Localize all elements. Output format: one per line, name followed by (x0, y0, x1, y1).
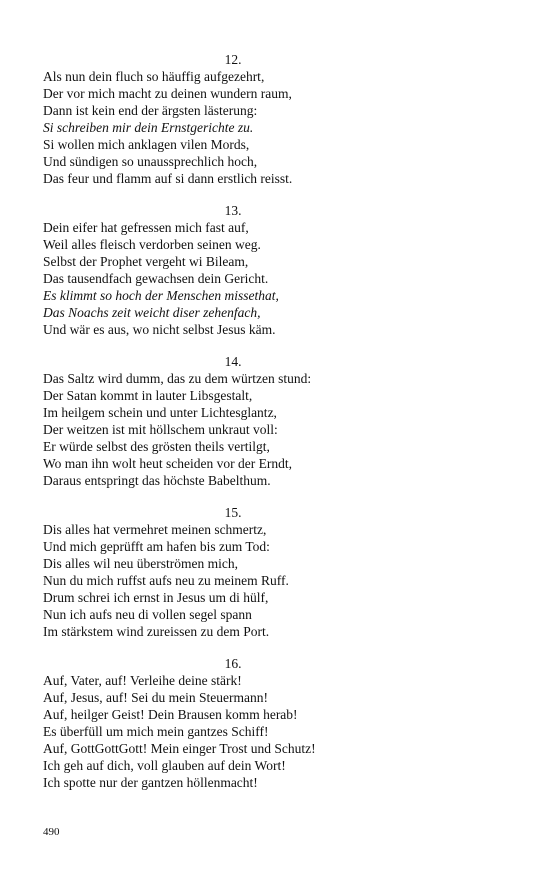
stanza-number: 12. (224, 52, 242, 67)
verse-line: Nun du mich ruffst aufs neu zu meinem Ruff. (43, 573, 289, 588)
stanza-number: 15. (224, 505, 242, 520)
verse-line: Si wollen mich anklagen vilen Mords, (43, 137, 250, 152)
verse-line: Daraus entspringt das höchste Babelthum. (43, 473, 271, 488)
page-number: 490 (43, 826, 60, 838)
verse-line: Und mich geprüfft am hafen bis zum Tod: (43, 539, 270, 554)
stanza-13 (43, 202, 463, 338)
verse-line: Dis alles hat vermehret meinen schmertz, (43, 522, 267, 537)
verse-line-italic: Das Noachs zeit weicht diser zehenfach, (43, 305, 261, 320)
verse-line: Wo man ihn wolt heut scheiden vor der Erndt, (43, 456, 292, 471)
verse-line-italic: Es klimmt so hoch der Menschen missethat, (43, 288, 279, 303)
verse-line: Das tausendfach gewachsen dein Gericht. (43, 271, 269, 286)
verse-line: Dis alles wil neu überströmen mich, (43, 556, 238, 571)
verse-line: Und sündigen so unaussprechlich hoch, (43, 154, 258, 169)
stanza-15 (43, 504, 463, 640)
stanza-number: 16. (224, 656, 242, 671)
verse-line: Im heilgem schein und unter Lichtesglantz, (43, 405, 277, 420)
verse-line: Er würde selbst des grösten theils vertilgt, (43, 439, 270, 454)
stanza-14 (43, 353, 463, 489)
verse-line: Dann ist kein end der ärgsten lästerung: (43, 103, 258, 118)
verse-line: Nun ich aufs neu di vollen segel spann (43, 607, 252, 622)
verse-line: Der weitzen ist mit höllschem unkraut voll: (43, 422, 278, 437)
verse-line: Auf, Jesus, auf! Sei du mein Steuermann! (43, 690, 268, 705)
verse-line: Auf, GottGottGott! Mein einger Trost und Schutz! (43, 741, 316, 756)
stanza-number: 14. (224, 354, 242, 369)
verse-line: Ich geh auf dich, voll glauben auf dein Wort! (43, 758, 286, 773)
stanza-16 (43, 655, 463, 791)
verse-line: Selbst der Prophet vergeht wi Bileam, (43, 254, 249, 269)
verse-line: Der Satan kommt in lauter Libsgestalt, (43, 388, 253, 403)
verse-line: Ich spotte nur der gantzen höllenmacht! (43, 775, 258, 790)
verse-line: Das feur und flamm auf si dann erstlich reisst. (43, 171, 293, 186)
verse-line: Als nun dein fluch so häuffig aufgezehrt, (43, 69, 265, 84)
verse-line: Der vor mich macht zu deinen wundern raum, (43, 86, 292, 101)
verse-line: Das Saltz wird dumm, das zu dem würtzen stund: (43, 371, 312, 386)
stanza-12 (43, 51, 463, 187)
verse-line-italic: Si schreiben mir dein Ernstgerichte zu. (43, 120, 254, 135)
verse-line: Es überfüll um mich mein gantzes Schiff! (43, 724, 269, 739)
verse-line: Im stärkstem wind zureissen zu dem Port. (43, 624, 270, 639)
stanza-number: 13. (224, 203, 242, 218)
verse-line: Und wär es aus, wo nicht selbst Jesus käm. (43, 322, 276, 337)
verse-line: Auf, heilger Geist! Dein Brausen komm herab! (43, 707, 298, 722)
verse-line: Drum schrei ich ernst in Jesus um di hülf, (43, 590, 269, 605)
verse-line: Weil alles fleisch verdorben seinen weg. (43, 237, 261, 252)
verse-line: Auf, Vater, auf! Verleihe deine stärk! (43, 673, 242, 688)
verse-line: Dein eifer hat gefressen mich fast auf, (43, 220, 249, 235)
